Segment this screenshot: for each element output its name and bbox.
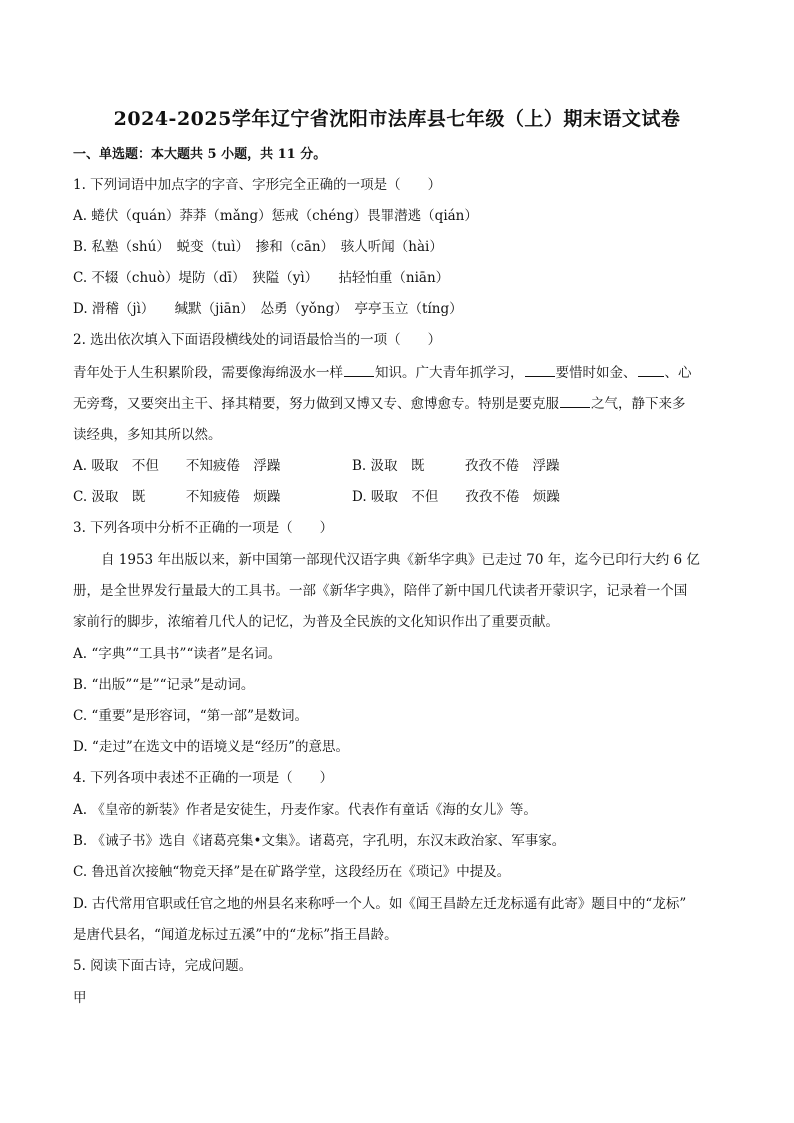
- passage-text: 青年处于人生积累阶段，需要像海绵汲水一样: [73, 365, 343, 381]
- question-2-stem: 2. 选出依次填入下面语段横线处的词语最恰当的一项（ ）: [73, 332, 442, 348]
- question-1-option-d: D. 滑稽（jì） 缄默（jiān） 怂勇（yǒng） 亭亭玉立（tíng）: [73, 301, 463, 317]
- question-1-stem: 1. 下列词语中加点字的字音、字形完全正确的一项是（ ）: [73, 177, 442, 193]
- question-5-stem: 5. 阅读下面古诗，完成问题。: [73, 958, 253, 974]
- question-3-option-b: B. “出版”“是”“记录”是动词。: [73, 677, 255, 693]
- question-1-option-a: A. 蜷伏（quán）莽莽（mǎng）惩戒（chéng）畏罪潜逃（qián）: [73, 208, 478, 224]
- question-3-passage-line-3: 家前行的脚步，浓缩着几代人的记忆，为普及全民族的文化知识作出了重要贡献。: [73, 614, 559, 630]
- question-2-passage-line-3: 读经典，多知其所以然。: [73, 427, 222, 443]
- question-3-stem: 3. 下列各项中分析不正确的一项是（ ）: [73, 520, 334, 536]
- question-3-passage-line-1: 自 1953 年出版以来，新中国第一部现代汉语字典《新华字典》已走过 70 年，迄今已印行大约 6 亿: [101, 552, 700, 568]
- question-2-option-c: C. 汲取 既 不知疲倦 烦躁: [73, 489, 281, 505]
- question-2-option-a: A. 吸取 不但 不知疲倦 浮躁: [73, 458, 281, 474]
- page-title: 2024-2025学年辽宁省沈阳市法库县七年级（上）期末语文试卷: [113, 108, 681, 130]
- question-1-option-c: C. 不辍（chuò）堤防（dī） 狭隘（yì） 拈轻怕重（niān）: [73, 270, 450, 286]
- passage-text: 要惜时如金、: [555, 365, 637, 381]
- passage-text: 之气，静下来多: [591, 396, 686, 412]
- question-3-option-a: A. “字典”“工具书”“读者”是名词。: [73, 646, 282, 662]
- question-2-passage-line-2: [73, 395, 686, 413]
- fill-blank: [560, 395, 590, 408]
- question-4-option-b: B. 《诫子书》选自《诸葛亮集•文集》。诸葛亮，字孔明，东汉末政治家、军事家。: [73, 833, 566, 849]
- question-4-stem: 4. 下列各项中表述不正确的一项是（ ）: [73, 770, 334, 786]
- question-3-passage-line-2: 册，是全世界发行量最大的工具书。一部《新华字典》，陪伴了新中国几代读者开蒙识字，记录着一个国: [73, 583, 688, 599]
- fill-blank: [525, 364, 555, 377]
- passage-text: 无旁骛，又要突出主干、择其精要，努力做到又博又专、愈博愈专。特别是要克服: [73, 396, 559, 412]
- question-1-option-b: B. 私塾（shú） 蜕变（tuì） 掺和（cān） 骇人听闻（hài）: [73, 239, 443, 255]
- question-3-option-c: C. “重要”是形容词，“第一部”是数词。: [73, 708, 309, 724]
- section-heading: 一、单选题：本大题共 5 小题，共 11 分。: [73, 147, 327, 162]
- passage-text: 知识。广大青年抓学习，: [375, 365, 524, 381]
- question-4-option-c: C. 鲁迅首次接触“物竞天择”是在矿路学堂，这段经历在《琐记》中提及。: [73, 864, 511, 880]
- poem-label-jia: 甲: [73, 990, 87, 1006]
- question-4-option-d-line-2: 是唐代县名，“闻道龙标过五溪”中的“龙标”指王昌龄。: [73, 927, 398, 943]
- fill-blank: [344, 364, 374, 377]
- question-3-option-d: D. “走过”在选文中的语境义是“经历”的意思。: [73, 739, 350, 755]
- question-2-passage-line-1: [73, 364, 692, 382]
- fill-blank: [638, 364, 664, 377]
- question-4-option-d-line-1: D. 古代常用官职或任官之地的州县名来称呼一个人。如《闻王昌龄左迁龙标遥有此寄》题目中的“龙标”: [73, 896, 687, 912]
- passage-text: 、心: [664, 365, 692, 381]
- question-4-option-a: A. 《皇帝的新装》作者是安徒生，丹麦作家。代表作有童话《海的女儿》等。: [73, 802, 537, 818]
- question-2-option-b: B. 汲取 既 孜孜不倦 浮躁: [352, 458, 560, 474]
- question-2-option-d: D. 吸取 不但 孜孜不倦 烦躁: [352, 489, 560, 505]
